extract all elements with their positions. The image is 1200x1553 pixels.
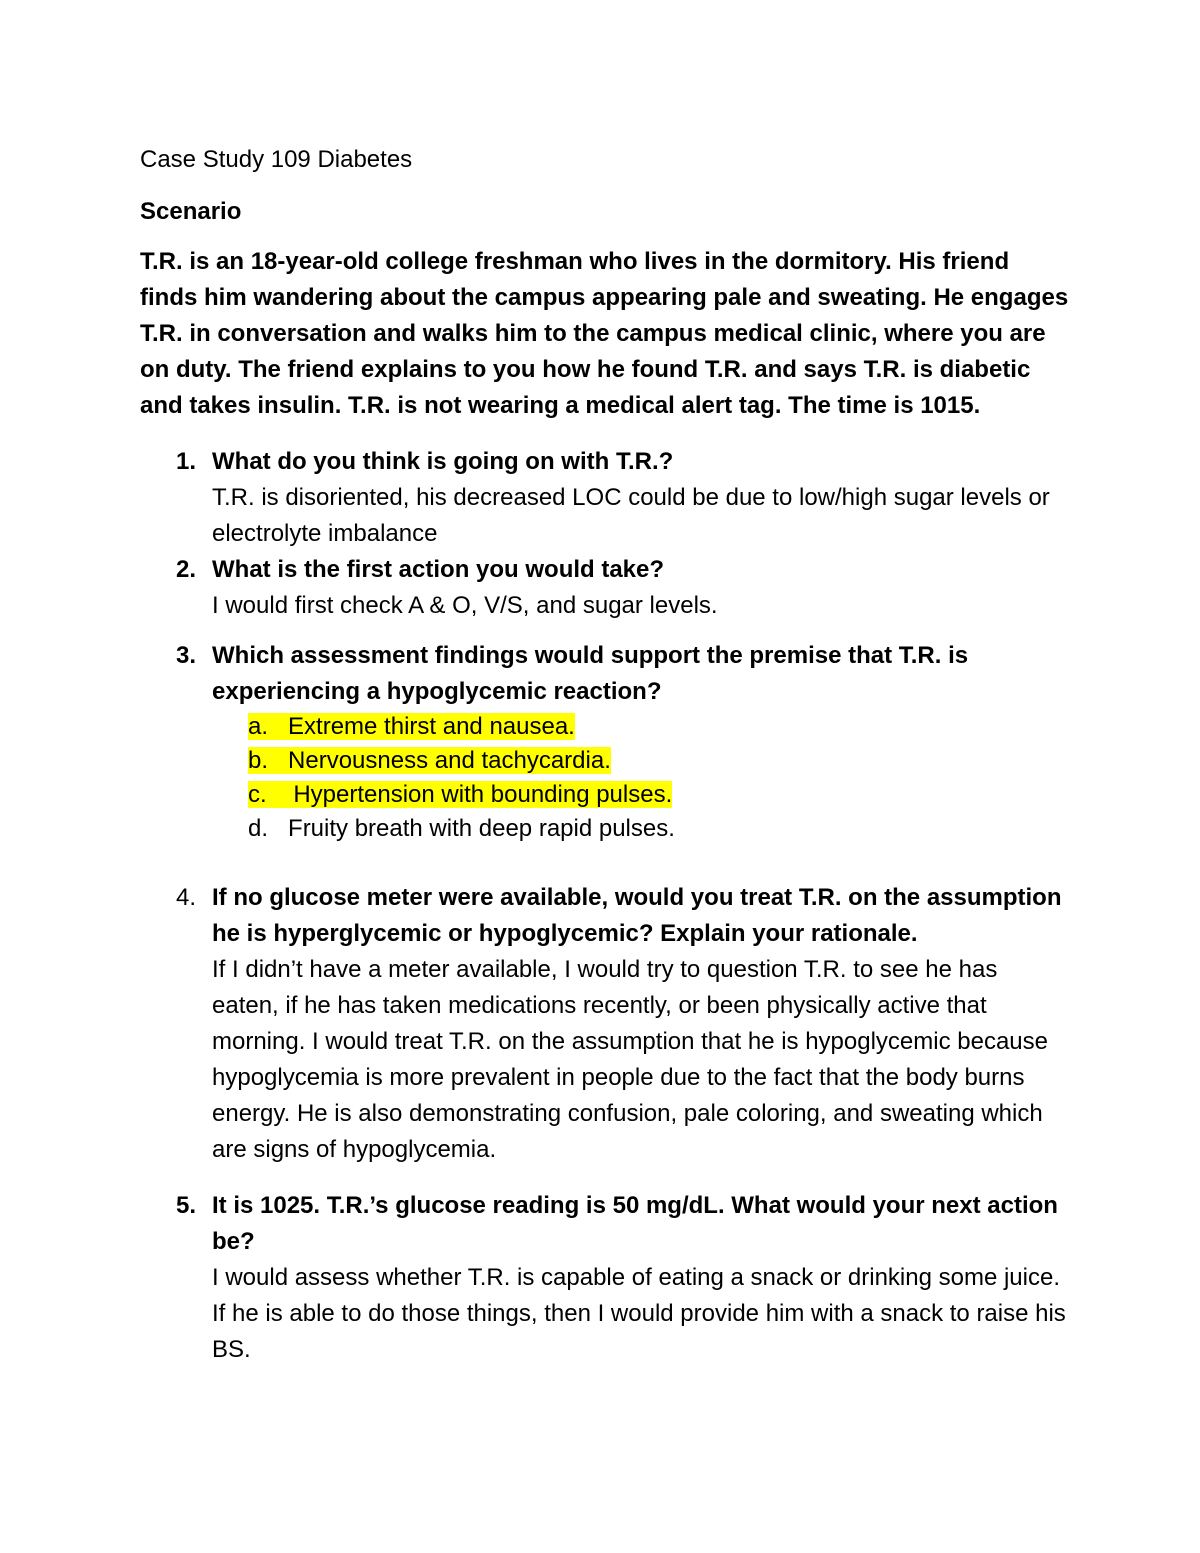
question-item-5: [140, 1188, 1070, 1368]
highlighted-option: [248, 781, 672, 808]
option-b: [212, 744, 1070, 778]
answer-text: I would assess whether T.R. is capable of eating a snack or drinking some juice. If he is able to do those things, then I would provide him with a snack to raise his BS.: [212, 1264, 1066, 1363]
highlighted-option: [248, 747, 611, 774]
question-number: 2.: [176, 556, 197, 583]
option-text: Nervousness and tachycardia.: [288, 747, 611, 774]
question-item-1: [140, 444, 1070, 552]
question-text: Which assessment findings would support the premise that T.R. is experiencing a hypoglycemic reaction?: [212, 642, 969, 705]
question-number: 1.: [176, 448, 197, 475]
answer-text: I would first check A & O, V/S, and sugar levels.: [212, 592, 718, 619]
option-letter: c.: [248, 781, 267, 808]
scenario-heading: Scenario: [140, 198, 242, 225]
question-number: 3.: [176, 642, 197, 669]
option-letter: b.: [248, 747, 269, 774]
option-c: [212, 778, 1070, 812]
scenario-text: T.R. is an 18-year-old college freshman who lives in the dormitory. His friend finds him wandering about the campus appearing pale and sweating. He engages T.R. in conversation and walks him to the campus medical clinic, where you are on duty. The friend explains to you how he found T.R. and says T.R. is diabetic and takes insulin. T.R. is not wearing a medical alert tag. The time is 1015.: [140, 248, 1069, 419]
option-letter: d.: [248, 815, 269, 842]
question-text: What do you think is going on with T.R.?: [212, 448, 674, 475]
question-number: 4.: [176, 884, 197, 911]
option-letter: a.: [248, 713, 269, 740]
question-item-3: [140, 638, 1070, 846]
answer-text: If I didn’t have a meter available, I would try to question T.R. to see he has eaten, if he has taken medications recently, or been physically active that morning. I would treat T.R. on the assumption that he is hypoglycemic because hypoglycemia is more prevalent in people due to the fact that the body burns energy. He is also demonstrating confusion, pale coloring, and sweating which are signs of hypoglycemia.: [212, 956, 1049, 1163]
question-text: What is the first action you would take?: [212, 556, 665, 583]
question-list: [140, 444, 1070, 1368]
option-text: Fruity breath with deep rapid pulses.: [288, 815, 675, 842]
answer-text: T.R. is disoriented, his decreased LOC could be due to low/high sugar levels or electrolyte imbalance: [212, 484, 1050, 547]
option-d: [212, 812, 1070, 846]
option-text: Extreme thirst and nausea.: [288, 713, 575, 740]
document-title: Case Study 109 Diabetes: [140, 146, 413, 173]
question-text: If no glucose meter were available, would you treat T.R. on the assumption he is hyperglycemic or hypoglycemic? Explain your rationale.: [212, 884, 1062, 947]
document-body: [140, 142, 1070, 1368]
option-text: Hypertension with bounding pulses.: [293, 781, 673, 808]
question-item-4: [140, 880, 1070, 1168]
question-text: It is 1025. T.R.’s glucose reading is 50 mg/dL. What would your next action be?: [212, 1192, 1058, 1255]
option-a: [212, 710, 1070, 744]
question-item-2: [140, 552, 1070, 624]
highlighted-option: [248, 713, 575, 740]
question-number: 5.: [176, 1192, 197, 1219]
answer-options: [212, 710, 1070, 846]
